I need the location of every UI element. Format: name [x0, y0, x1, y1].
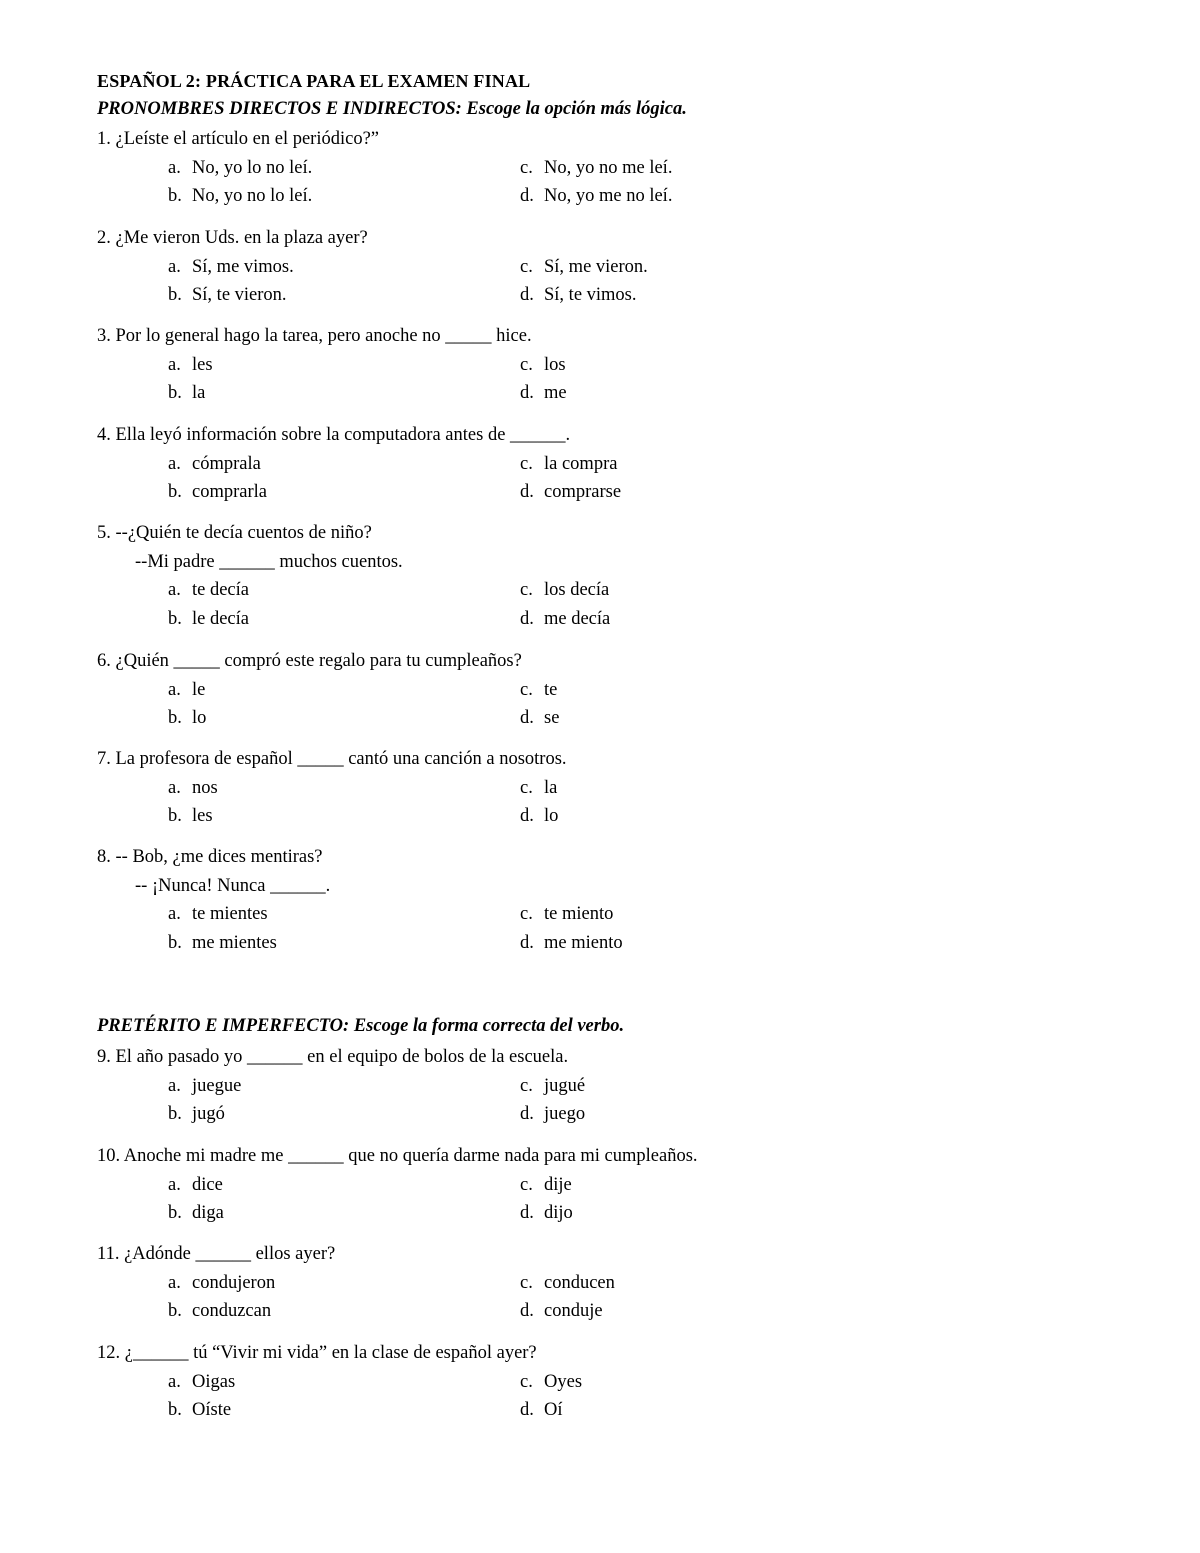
option-text: dice: [192, 1174, 223, 1195]
option-text: la compra: [544, 453, 618, 474]
option-text: Oigas: [192, 1371, 236, 1392]
option-letter: b.: [168, 186, 182, 206]
option-letter: c.: [520, 1174, 533, 1195]
option-text: No, yo no me leí.: [544, 157, 673, 178]
option-text: le: [192, 679, 206, 700]
option-text: te: [544, 679, 558, 700]
option-text: me miento: [544, 932, 623, 953]
option-b[interactable]: [168, 805, 213, 827]
option-d[interactable]: [520, 1103, 585, 1125]
option-c[interactable]: [520, 256, 648, 278]
option-text: cómprala: [192, 453, 261, 474]
question-stem-continued: -- ¡Nunca! Nunca ______.: [135, 875, 331, 896]
option-d[interactable]: [520, 1300, 603, 1322]
option-b[interactable]: [168, 1103, 225, 1125]
question-stem-continued: --Mi padre ______ muchos cuentos.: [135, 551, 403, 572]
option-letter: d.: [520, 806, 534, 826]
option-letter: a.: [168, 679, 181, 700]
question-stem: 3. Por lo general hago la tarea, pero anoche no _____ hice.: [97, 326, 532, 346]
option-text: jugó: [192, 1104, 225, 1124]
option-letter: c.: [520, 1371, 533, 1392]
option-letter: b.: [168, 383, 182, 403]
option-letter: d.: [520, 932, 534, 953]
option-letter: d.: [520, 1203, 534, 1223]
option-letter: b.: [168, 482, 182, 502]
option-letter: c.: [520, 1075, 533, 1096]
option-text: los decía: [544, 580, 610, 600]
option-letter: d.: [520, 285, 534, 305]
option-c[interactable]: [520, 354, 566, 376]
option-a[interactable]: [168, 777, 218, 799]
option-letter: a.: [168, 1075, 181, 1096]
option-d[interactable]: [520, 932, 623, 954]
option-letter: a.: [168, 1272, 181, 1293]
option-text: comprarla: [192, 482, 267, 502]
option-letter: b.: [168, 1104, 182, 1124]
option-letter: b.: [168, 932, 182, 953]
option-text: Sí, me vimos.: [192, 256, 294, 277]
option-b[interactable]: [168, 382, 205, 404]
option-c[interactable]: [520, 157, 672, 179]
option-c[interactable]: [520, 1174, 572, 1196]
option-text: les: [192, 806, 213, 826]
question-stem: 2. ¿Me vieron Uds. en la plaza ayer?: [97, 228, 368, 248]
option-text: juegue: [192, 1075, 242, 1096]
section-heading-preterite: PRETÉRITO E IMPERFECTO: Escoge la forma correcta del verbo.: [97, 1016, 625, 1036]
option-letter: b.: [168, 1203, 182, 1223]
option-a[interactable]: [168, 1174, 223, 1196]
option-letter: c.: [520, 1272, 533, 1293]
option-text: la: [192, 383, 206, 403]
option-text: Sí, te vieron.: [192, 285, 287, 305]
option-a[interactable]: [168, 679, 205, 701]
option-c[interactable]: [520, 579, 609, 601]
option-b[interactable]: [168, 481, 267, 503]
option-letter: a.: [168, 157, 181, 178]
option-text: Oíste: [192, 1400, 232, 1420]
option-text: nos: [192, 777, 218, 798]
option-letter: a.: [168, 354, 181, 375]
option-letter: c.: [520, 256, 533, 277]
option-letter: c.: [520, 580, 533, 600]
option-letter: d.: [520, 1104, 534, 1124]
option-a[interactable]: [168, 1371, 235, 1393]
option-d[interactable]: [520, 805, 558, 827]
option-a[interactable]: [168, 157, 312, 179]
option-letter: d.: [520, 1400, 534, 1420]
option-text: les: [192, 354, 213, 375]
question-stem: 6. ¿Quién _____ compró este regalo para tu cumpleaños?: [97, 651, 522, 671]
option-a[interactable]: [168, 903, 268, 925]
option-letter: b.: [168, 1301, 182, 1321]
option-letter: a.: [168, 777, 181, 798]
option-b[interactable]: [168, 1300, 271, 1322]
option-c[interactable]: [520, 1272, 615, 1294]
option-d[interactable]: [520, 707, 559, 729]
option-text: No, yo lo no leí.: [192, 157, 313, 178]
option-text: conduzcan: [192, 1301, 272, 1321]
option-text: conducen: [544, 1272, 615, 1293]
question-stem: 1. ¿Leíste el artículo en el periódico?”: [97, 129, 379, 149]
option-letter: d.: [520, 608, 534, 629]
option-d[interactable]: [520, 284, 637, 306]
option-d[interactable]: [520, 1202, 573, 1224]
option-letter: c.: [520, 777, 533, 798]
question-stem: 8. -- Bob, ¿me dices mentiras?: [97, 847, 323, 867]
option-text: te decía: [192, 580, 249, 600]
section-heading-pronouns: PRONOMBRES DIRECTOS E INDIRECTOS: Escoge la opción más lógica.: [97, 99, 687, 119]
option-c[interactable]: [520, 1075, 585, 1097]
option-letter: c.: [520, 354, 533, 375]
question-stem: 11. ¿Adónde ______ ellos ayer?: [97, 1244, 336, 1264]
option-letter: b.: [168, 708, 182, 728]
option-letter: a.: [168, 453, 181, 474]
option-c[interactable]: [520, 1371, 582, 1393]
option-d[interactable]: [520, 382, 567, 404]
option-b[interactable]: [168, 185, 312, 207]
document-title: ESPAÑOL 2: PRÁCTICA PARA EL EXAMEN FINAL: [97, 71, 531, 91]
option-text: te mientes: [192, 904, 268, 924]
option-a[interactable]: [168, 354, 213, 376]
option-text: No, yo me no leí.: [544, 186, 673, 206]
option-c[interactable]: [520, 903, 613, 925]
option-text: condujeron: [192, 1272, 276, 1293]
option-text: Oyes: [544, 1371, 583, 1392]
option-text: Oí: [544, 1400, 563, 1420]
option-d[interactable]: [520, 608, 610, 630]
option-text: lo: [544, 806, 559, 826]
option-b[interactable]: [168, 707, 206, 729]
option-a[interactable]: [168, 453, 261, 475]
option-text: comprarse: [544, 482, 622, 502]
option-text: lo: [192, 708, 207, 728]
option-letter: d.: [520, 1301, 534, 1321]
option-text: me mientes: [192, 932, 277, 953]
option-text: te miento: [544, 904, 614, 924]
option-text: le decía: [192, 608, 249, 629]
option-letter: a.: [168, 1174, 181, 1195]
option-d[interactable]: [520, 185, 672, 207]
option-a[interactable]: [168, 1272, 275, 1294]
option-text: dije: [544, 1174, 572, 1195]
option-c[interactable]: [520, 453, 617, 475]
question-stem: 7. La profesora de español _____ cantó una canción a nosotros.: [97, 749, 567, 769]
option-text: conduje: [544, 1301, 603, 1321]
option-letter: c.: [520, 453, 533, 474]
option-text: la: [544, 777, 558, 798]
option-letter: d.: [520, 708, 534, 728]
option-letter: a.: [168, 1371, 181, 1392]
option-text: los: [544, 354, 566, 375]
question-stem: 4. Ella leyó información sobre la computadora antes de ______.: [97, 425, 571, 445]
option-b[interactable]: [168, 932, 277, 954]
option-letter: d.: [520, 482, 534, 502]
option-letter: b.: [168, 608, 182, 629]
option-letter: a.: [168, 904, 181, 924]
option-a[interactable]: [168, 256, 294, 278]
option-letter: a.: [168, 256, 181, 277]
option-letter: c.: [520, 679, 533, 700]
option-b[interactable]: [168, 284, 287, 306]
option-text: me decía: [544, 608, 611, 629]
option-b[interactable]: [168, 1202, 224, 1224]
option-d[interactable]: [520, 481, 621, 503]
option-b[interactable]: [168, 1399, 231, 1421]
option-letter: c.: [520, 904, 533, 924]
option-letter: b.: [168, 285, 182, 305]
option-text: No, yo no lo leí.: [192, 186, 313, 206]
option-b[interactable]: [168, 608, 249, 630]
option-letter: d.: [520, 383, 534, 403]
option-c[interactable]: [520, 777, 557, 799]
option-text: diga: [192, 1203, 224, 1223]
option-text: Sí, me vieron.: [544, 256, 648, 277]
question-stem: 9. El año pasado yo ______ en el equipo de bolos de la escuela.: [97, 1047, 569, 1067]
option-text: jugué: [544, 1075, 586, 1096]
option-d[interactable]: [520, 1399, 563, 1421]
option-letter: b.: [168, 1400, 182, 1420]
option-text: juego: [544, 1104, 586, 1124]
option-a[interactable]: [168, 1075, 241, 1097]
option-a[interactable]: [168, 579, 249, 601]
option-letter: a.: [168, 580, 181, 600]
option-c[interactable]: [520, 679, 557, 701]
option-letter: b.: [168, 806, 182, 826]
option-letter: d.: [520, 186, 534, 206]
option-text: dijo: [544, 1203, 573, 1223]
option-letter: c.: [520, 157, 533, 178]
question-stem: 12. ¿______ tú “Vivir mi vida” en la clase de español ayer?: [97, 1343, 537, 1363]
option-text: Sí, te vimos.: [544, 285, 637, 305]
option-text: se: [544, 708, 560, 728]
option-text: me: [544, 383, 567, 403]
question-stem: 10. Anoche mi madre me ______ que no quería darme nada para mi cumpleaños.: [97, 1146, 698, 1166]
question-stem: 5. --¿Quién te decía cuentos de niño?: [97, 523, 372, 543]
